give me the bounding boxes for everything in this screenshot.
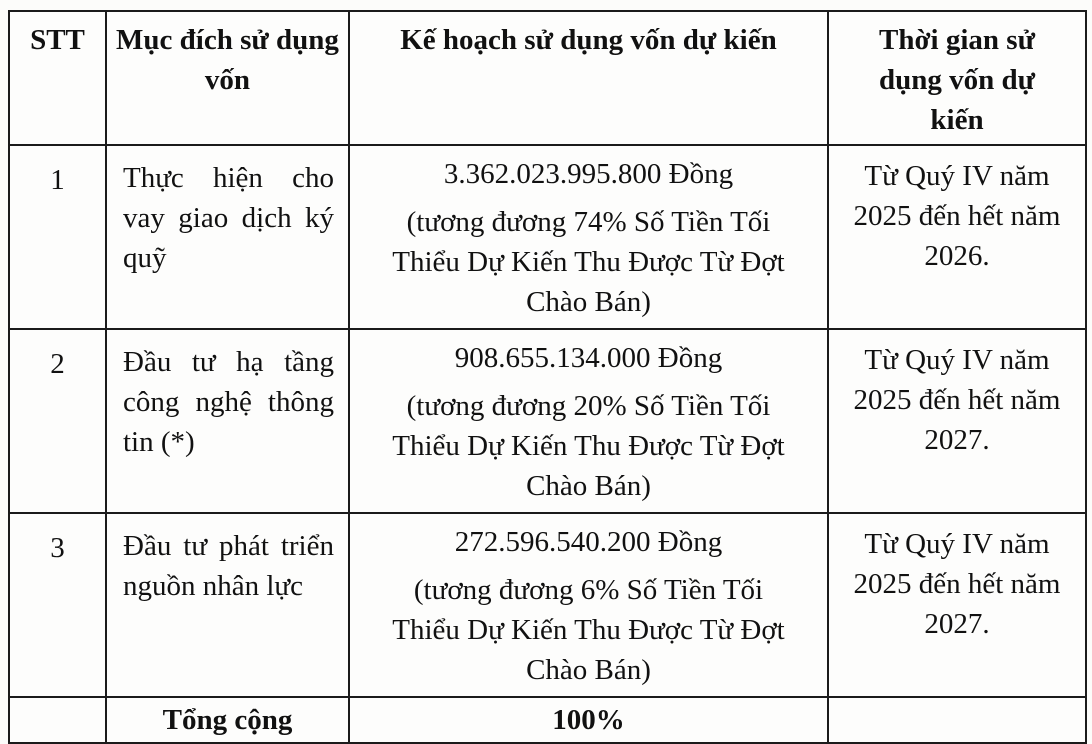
row-1-note: (tương đương 74% Số Tiền Tối Thiểu Dự Kiến Thu Được Từ Đợt Chào Bán) [392,206,785,319]
row-2-plan [349,329,828,513]
row-3-purpose: Đầu tư phát triển nguồn nhân lực [106,513,349,697]
row-1-plan [349,145,828,329]
row-2-stt: 2 [9,329,106,513]
header-cell-purpose [106,11,349,145]
row-1-purpose: Thực hiện cho vay giao dịch ký quỹ [106,145,349,329]
row-1-period-text: Từ Quý IV năm 2025 đến hết năm 2026. [853,160,1061,273]
row-2-period [828,329,1086,513]
capital-usage-plan-table [8,10,1087,744]
row-2-note: (tương đương 20% Số Tiền Tối Thiểu Dự Kiến Thu Được Từ Đợt Chào Bán) [392,390,785,503]
row-1-stt: 1 [9,145,106,329]
table-row [9,513,1086,697]
row-3-amount: 272.596.540.200 Đồng [454,526,723,559]
total-row [9,697,1086,743]
row-2-period-text: Từ Quý IV năm 2025 đến hết năm 2027. [853,344,1061,457]
header-label-purpose: Mục đích sử dụng vốn [116,24,339,97]
total-row-value: 100% [349,697,828,743]
row-2-purpose: Đầu tư hạ tầng công nghệ thông tin (*) [106,329,349,513]
total-row-empty-stt [9,697,106,743]
row-2-amount: 908.655.134.000 Đồng [454,342,723,375]
document-page [0,10,1092,737]
row-1-period [828,145,1086,329]
header-label-plan: Kế hoạch sử dụng vốn dự kiến [400,24,777,56]
total-row-empty-period [828,697,1086,743]
table-row [9,145,1086,329]
row-3-period [828,513,1086,697]
header-cell-plan [349,11,828,145]
header-label-period: Thời gian sử dụng vốn dự kiến [878,24,1036,137]
header-row [9,11,1086,145]
header-cell-period [828,11,1086,145]
table-row [9,329,1086,513]
row-3-period-text: Từ Quý IV năm 2025 đến hết năm 2027. [853,528,1061,641]
row-3-note: (tương đương 6% Số Tiền Tối Thiểu Dự Kiến Thu Được Từ Đợt Chào Bán) [392,574,785,687]
row-3-stt: 3 [9,513,106,697]
header-label-stt: STT [30,24,85,56]
row-3-plan [349,513,828,697]
header-cell-stt [9,11,106,145]
total-row-label: Tổng cộng [106,697,349,743]
row-1-amount: 3.362.023.995.800 Đồng [443,158,734,191]
